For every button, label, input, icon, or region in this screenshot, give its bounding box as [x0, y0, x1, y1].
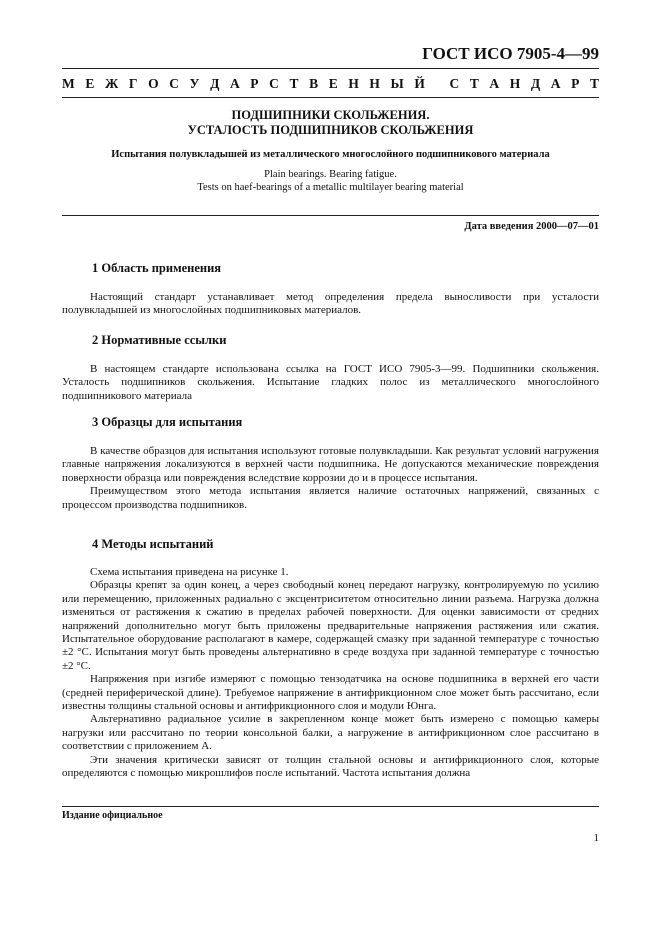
banner-letter: Р [250, 76, 259, 91]
banner-letter: Р [571, 76, 580, 91]
banner-letter: Д [210, 76, 220, 91]
standard-type-banner [62, 76, 599, 92]
paragraph: Эти значения критически зависят от толщин стальной основы и антифрикционного слоя, которые определяются с помощью микрошлифов после испытаний. Частота испытания должна [62, 753, 599, 780]
banner-letter: В [309, 76, 319, 91]
banner-letter: Н [348, 76, 359, 91]
banner-rule [62, 97, 599, 98]
paragraph: Настоящий стандарт устанавливает метод определения предела выносливости при усталости полувкладышей из многослойных подшипниковых материалов. [62, 291, 599, 317]
banner-letter [436, 76, 439, 92]
english-title-line-1: Plain bearings. Bearing fatigue. [264, 169, 397, 180]
paragraph: В настоящем стандарте использована ссылка на ГОСТ ИСО 7905-3—99. Подшипники скольжения. Усталость подшипников скольжения. Испытание гладких полос из металлического многослойного подшипникового материала [62, 363, 599, 402]
paragraph: Напряжения при изгибе измеряют с помощью тензодатчика на основе подшипника в верхней его части (средней периферической длине). Требуемое напряжение в антифрикционном слое может быть рассчитано, если известны толщины стальной основы и антифрикционного слоя и модули Юнга. [62, 673, 599, 713]
paragraph: Образцы крепят за один конец, а через свободный конец передают нагрузку, контролируемую по усилию или перемещению, приложенных радиально с эксцентриситетом относительно линии разъема. Нагрузка должна изменяться от растяжения к сжатию в пределах рабочей поверхности. Для оценки зависимости от средних напряжений дополнительно могут быть приложены предварительные напряжения растяжения или сжатия. Испытательное оборудование располагают в камере, содержащей смазку при заданной температуре с точностью ±2 °С. Испытания могут быть проведены альтернативно в среде воздуха при заданной температуре с точностью ±2 °С. [62, 579, 599, 672]
section-test-methods [62, 537, 599, 781]
title-line-2: УСТАЛОСТЬ ПОДШИПНИКОВ СКОЛЬЖЕНИЯ [187, 123, 474, 137]
english-title-line-2: Tests on haef-bearings of a metallic multilayer bearing material [197, 182, 464, 193]
banner-letter: Н [509, 76, 521, 91]
english-title [62, 168, 599, 194]
banner-letter: Ж [104, 76, 119, 91]
banner-letter: С [449, 76, 460, 91]
banner-letter: Т [469, 76, 479, 91]
banner-letter: Е [328, 76, 338, 91]
section-references [62, 333, 599, 403]
banner-letter: Г [128, 76, 138, 91]
paragraph: Преимуществом этого метода испытания является наличие остаточных напряжений, связанных с процессом производства подшипников. [62, 485, 599, 511]
page-number: 1 [593, 832, 599, 844]
date-rule [62, 215, 599, 216]
banner-letter: А [550, 76, 561, 91]
banner-letter: М [62, 76, 75, 91]
paragraph: В качестве образцов для испытания используют готовые полувкладыши. Как результат условий нагружения главные напряжения локализуются в верхней части подшипника. Не допускаются механические повреждения поверхности образца или повреждения вследствие коррозии до и в процессе испытания. [62, 445, 599, 484]
banner-letter: Й [414, 76, 425, 91]
banner-letter: Ы [390, 76, 404, 91]
footer-rule [62, 806, 599, 807]
banner-letter: С [269, 76, 279, 91]
section-scope [62, 261, 599, 318]
title-line-1: ПОДШИПНИКИ СКОЛЬЖЕНИЯ. [231, 108, 430, 122]
banner-letter: Т [289, 76, 299, 91]
banner-letter: Н [369, 76, 380, 91]
paragraph: Схема испытания приведена на рисунке 1. [90, 566, 289, 578]
introduction-date: Дата введения 2000—07—01 [464, 221, 599, 232]
banner-letter: Д [530, 76, 541, 91]
top-rule [62, 68, 599, 69]
section-heading: 1 Область применения [92, 261, 222, 275]
banner-letter: О [148, 76, 159, 91]
paragraph: Альтернативно радиальное усилие в закрепленном конце может быть измерено с помощью камеры нагрузки или рассчитано по теории консольной балки, а нагружение в антифрикционном слое рассчитано в соответствии с приложением А. [62, 713, 599, 753]
section-heading: 3 Образцы для испытания [92, 415, 243, 429]
banner-letter: Т [589, 76, 599, 91]
document-title [62, 108, 599, 138]
section-heading: 2 Нормативные ссылки [92, 333, 227, 347]
banner-letter: А [229, 76, 240, 91]
banner-letter: С [169, 76, 179, 91]
section-heading: 4 Методы испытаний [92, 537, 214, 551]
banner-letter: А [489, 76, 500, 91]
section-specimens [62, 415, 599, 512]
banner-letter: У [189, 76, 200, 91]
banner-letter: Е [85, 76, 95, 91]
document-subtitle: Испытания полувкладышей из металлического многослойного подшипникового материала [111, 149, 550, 160]
document-code: ГОСТ ИСО 7905-4—99 [422, 44, 599, 63]
official-edition-label: Издание официальное [62, 810, 163, 821]
